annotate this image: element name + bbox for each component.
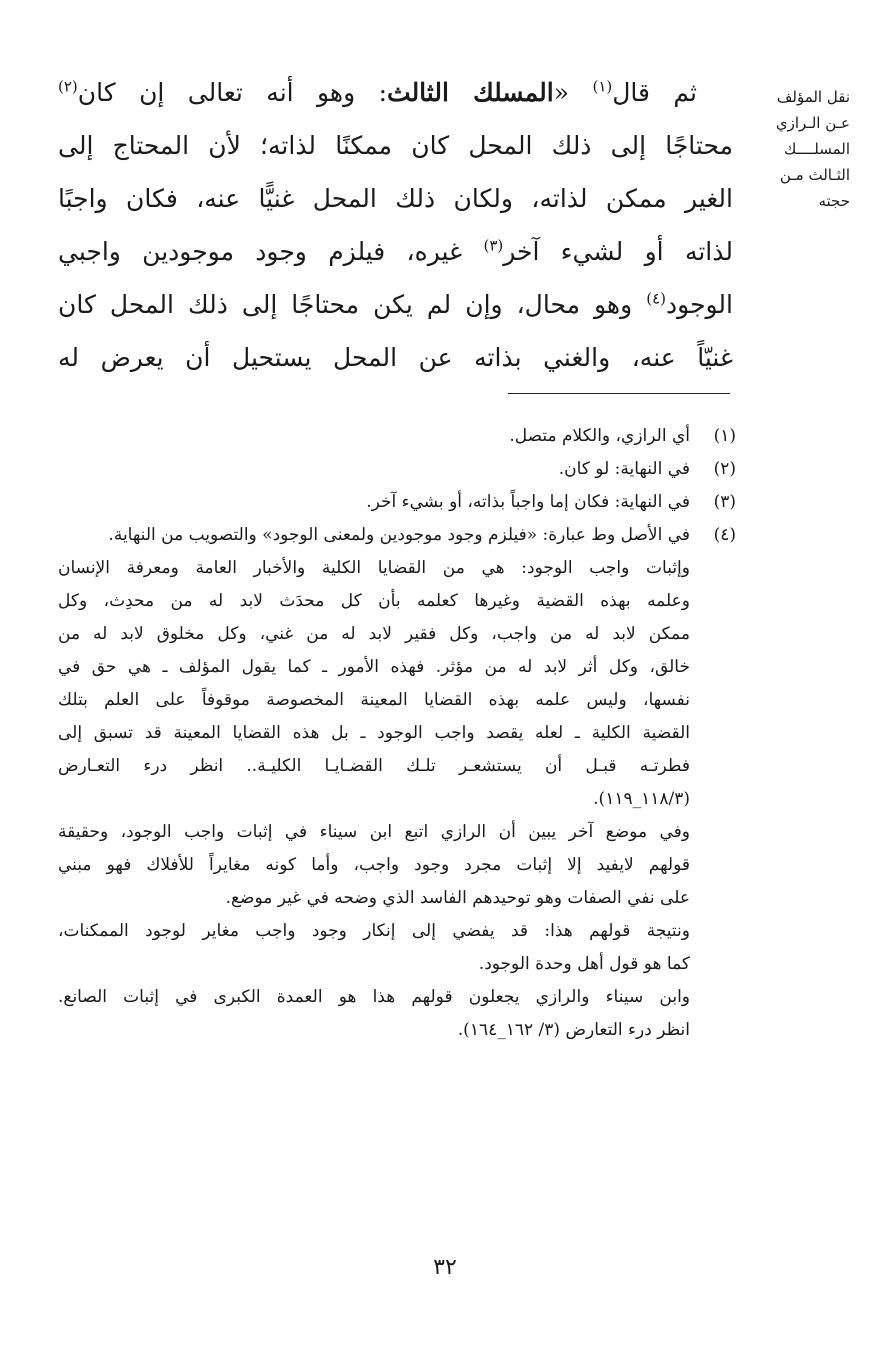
commentary-line: ونتيجة قولهم هذا: قد يفضي إلى إنكار وجود واجب مغاير لوجود الممكنات، xyxy=(58,921,690,941)
footnote-ref: (١) xyxy=(592,77,613,96)
margin-note-line: عـن الـرازي xyxy=(775,114,850,132)
margin-note-line: الثـالث مـن xyxy=(779,166,850,184)
page-number: ٣٢ xyxy=(433,1255,457,1280)
footnote-item xyxy=(58,519,736,552)
text-run: الوجود xyxy=(666,290,733,319)
commentary-line: وعلمه بهذه القضية وغيرها كعلمه بأن كل محدَث لابد له من محدِث، وكل xyxy=(58,591,690,611)
main-text-line: الغير ممكن لذاته، ولكان ذلك المحل غنيًّا عنه، فكان واجبًا xyxy=(58,184,733,213)
footnote-number: (١) xyxy=(713,426,736,446)
commentary-line: نفسها، وليس علمه بهذه القضايا المعينة المخصوصة موقوفاً على العلم بتلك xyxy=(58,690,690,710)
text-run: غيره، فيلزم وجود موجودين واجبي xyxy=(58,237,484,266)
footnote-ref: (٤) xyxy=(646,289,667,308)
footnote-number: (٣) xyxy=(713,492,736,512)
footnote-text: في الأصل وط عبارة: «فيلزم وجود موجودين ولمعنى الوجود» والتصويب من النهاية. xyxy=(108,525,690,545)
main-text-line xyxy=(58,225,733,278)
commentary-paragraph xyxy=(58,552,690,816)
commentary-line: وإثبات واجب الوجود: هي من القضايا الكلية والأخبار العامة ومعرفة الإنسان xyxy=(58,558,690,578)
footnote-number: (٢) xyxy=(713,459,736,479)
commentary-line: فطرتـه قبـل أن يستشعـر تلـك القضـايـا الكليـة.. انظر درء التعـارض xyxy=(58,756,690,776)
margin-note-line: المسلــــك xyxy=(784,140,850,158)
footnote-item xyxy=(58,420,736,453)
footnote-item xyxy=(58,453,736,486)
main-text-line: غنيّاً عنه، والغني بذاته عن المحل يستحيل أن يعرض له xyxy=(58,343,733,372)
main-text xyxy=(58,66,733,384)
text-run: لذاته أو لشيء آخر xyxy=(503,237,733,266)
commentary-line: قولهم لايفيد إلا إثبات مجرد وجود واجب، وأما كونه مغايراً للأفلاك فهو مبني xyxy=(58,855,690,875)
main-text-line xyxy=(58,278,733,331)
footnote-ref: (٢) xyxy=(58,77,78,96)
commentary-line: انظر درء التعارض (٣/ ١٦٢_١٦٤). xyxy=(457,1020,690,1040)
text-run: « xyxy=(553,78,593,107)
commentary-paragraph xyxy=(58,915,690,981)
footnote-text: أي الرازي، والكلام متصل. xyxy=(509,426,690,446)
margin-note xyxy=(740,84,850,214)
text-run: وهو محال، وإن لم يكن محتاجًا إلى ذلك المحل كان xyxy=(58,290,647,319)
footnote-item xyxy=(58,486,736,519)
commentary-line: خالق، وكل أثر لابد له من مؤثر. فهذه الأمور ـ كما يقول المؤلف ـ هي حق في xyxy=(58,657,690,677)
commentary-line: القضية الكلية ـ لعله يقصد واجب الوجود ـ بل هذه القضايا المعينة قد تسبق إلى xyxy=(58,723,690,743)
text-run: ثم قال xyxy=(612,78,697,107)
commentary-line: على نفي الصفات وهو توحيدهم الفاسد الذي وضحه في غير موضع. xyxy=(225,888,690,908)
commentary-line: كما هو قول أهل وحدة الوجود. xyxy=(478,954,690,974)
text-run: : وهو أنه تعالى إن كان xyxy=(77,78,388,107)
footnote-separator xyxy=(508,393,730,394)
margin-note-line: نقل المؤلف xyxy=(776,88,850,106)
main-text-line: محتاجًا إلى ذلك المحل كان ممكنًا لذاته؛ لأن المحتاج إلى xyxy=(58,131,733,160)
commentary-paragraph xyxy=(58,981,690,1047)
footnote-text: في النهاية: فكان إما واجباً بذاته، أو بشيء آخر. xyxy=(366,492,690,512)
commentary-paragraph xyxy=(58,816,690,915)
commentary-line: ممكن لابد له من واجب، وكل فقير لابد له من غني، وكل مخلوق لابد له من xyxy=(58,624,690,644)
footnote-text: في النهاية: لو كان. xyxy=(558,459,690,479)
commentary-line: وفي موضع آخر يبين أن الرازي اتبع ابن سيناء في إثبات واجب الوجود، وحقيقة xyxy=(58,822,690,842)
section-heading: المسلك الثالث xyxy=(387,78,554,107)
commentary-line: (١١٨/٣_١١٩). xyxy=(593,789,690,809)
commentary-line: وابن سيناء والرازي يجعلون قولهم هذا هو العمدة الكبرى في إثبات الصانع. xyxy=(58,987,690,1007)
main-text-line xyxy=(58,66,733,119)
footnote-number: (٤) xyxy=(713,525,736,545)
footnote-ref: (٣) xyxy=(483,236,504,255)
margin-note-line: حجته xyxy=(818,192,850,210)
footnotes xyxy=(58,420,736,1047)
